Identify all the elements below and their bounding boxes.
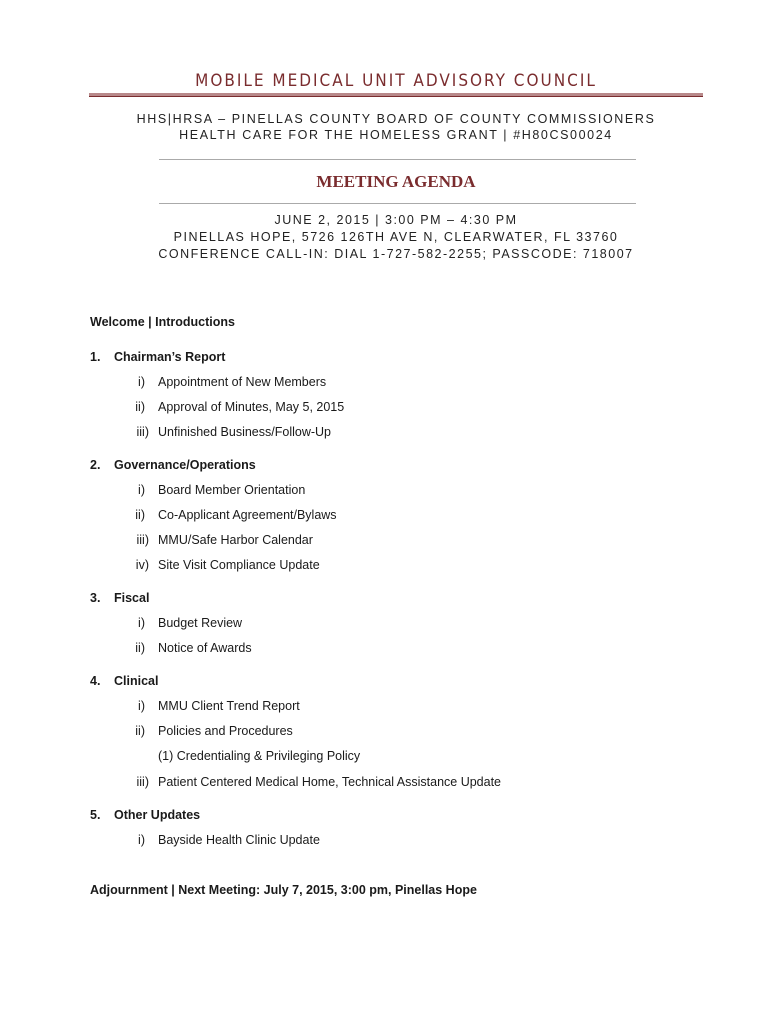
meeting-conference: CONFERENCE CALL-IN: DIAL 1-727-582-2255; PASSCODE: 718007	[158, 247, 634, 261]
list-item: Co-Applicant Agreement/Bylaws	[158, 508, 337, 522]
section-title: Governance/Operations	[114, 458, 256, 472]
divider-bottom	[159, 203, 636, 204]
section-title: Fiscal	[114, 591, 150, 605]
list-item: Policies and Procedures	[158, 724, 293, 738]
list-item: Appointment of New Members	[158, 375, 327, 389]
list-item: MMU/Safe Harbor Calendar	[158, 533, 313, 547]
item-marker: i)	[138, 833, 145, 847]
section-title: Other Updates	[114, 808, 201, 822]
divider-top	[159, 159, 636, 160]
meeting-location: PINELLAS HOPE, 5726 126TH AVE N, CLEARWATER, FL 33760	[173, 230, 619, 244]
list-item: Approval of Minutes, May 5, 2015	[158, 400, 345, 414]
section-number: 3.	[90, 591, 101, 605]
section-number: 4.	[90, 674, 101, 688]
list-item: Notice of Awards	[158, 641, 252, 655]
list-item: MMU Client Trend Report	[158, 699, 300, 713]
item-marker: ii)	[135, 400, 145, 414]
list-item: Bayside Health Clinic Update	[158, 833, 320, 847]
list-item: Patient Centered Medical Home, Technical Assistance Update	[158, 775, 502, 789]
item-marker: iii)	[136, 775, 149, 789]
meeting-date-time: JUNE 2, 2015 | 3:00 PM – 4:30 PM	[274, 213, 518, 227]
item-marker: i)	[138, 483, 145, 497]
item-marker: iii)	[136, 425, 149, 439]
grant-line-2: HEALTH CARE FOR THE HOMELESS GRANT | #H80CS00024	[179, 128, 613, 142]
list-item: Unfinished Business/Follow-Up	[158, 425, 331, 439]
list-item: Site Visit Compliance Update	[158, 558, 320, 572]
section-number: 2.	[90, 458, 101, 472]
list-item: Board Member Orientation	[158, 483, 306, 497]
sub-list-item: (1) Credentialing & Privileging Policy	[158, 749, 361, 763]
item-marker: ii)	[135, 641, 145, 655]
agenda-title: MEETING AGENDA	[316, 172, 476, 191]
item-marker: i)	[138, 699, 145, 713]
section-number: 5.	[90, 808, 101, 822]
grant-line-1: HHS|HRSA – PINELLAS COUNTY BOARD OF COUNTY COMMISSIONERS	[136, 112, 656, 126]
section-number: 1.	[90, 350, 101, 364]
item-marker: ii)	[135, 724, 145, 738]
header-divider	[89, 93, 703, 97]
item-marker: i)	[138, 375, 145, 389]
item-marker: i)	[138, 616, 145, 630]
adjournment-line: Adjournment | Next Meeting: July 7, 2015, 3:00 pm, Pinellas Hope	[90, 883, 477, 897]
section-title: Chairman’s Report	[114, 350, 226, 364]
item-marker: iii)	[136, 533, 149, 547]
item-marker: ii)	[135, 508, 145, 522]
council-title: MOBILE MEDICAL UNIT ADVISORY COUNCIL	[195, 71, 597, 91]
section-title: Clinical	[114, 674, 159, 688]
item-marker: iv)	[135, 558, 149, 572]
welcome-heading: Welcome | Introductions	[90, 315, 235, 329]
list-item: Budget Review	[158, 616, 243, 630]
